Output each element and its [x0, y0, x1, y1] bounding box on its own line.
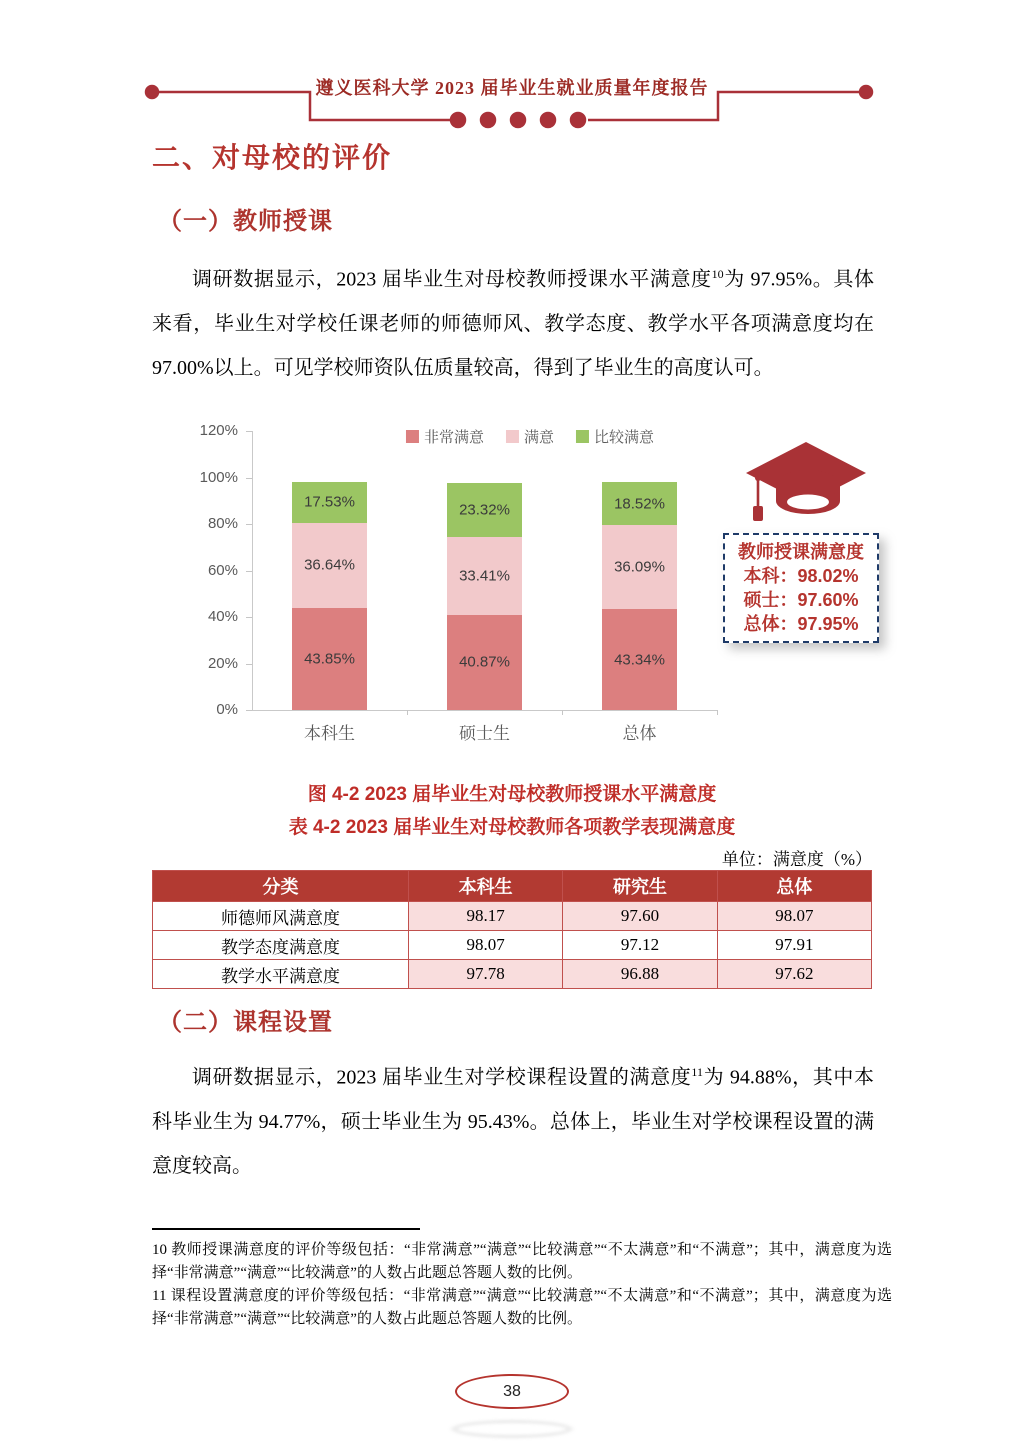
x-axis-tick [407, 710, 408, 715]
table-header-cell: 总体 [717, 871, 871, 902]
legend-swatch [576, 430, 589, 443]
bar-segment [447, 537, 522, 615]
table-cell: 师德师风满意度 [153, 902, 409, 931]
table-cell: 96.88 [563, 960, 717, 989]
bar-segment-label: 36.09% [614, 558, 665, 576]
table-cell: 97.62 [717, 960, 871, 989]
chart-legend [406, 426, 654, 447]
table-cell: 97.91 [717, 931, 871, 960]
table-header-cell: 本科生 [408, 871, 562, 902]
x-axis-tick [562, 710, 563, 715]
bar-segment-label: 43.34% [614, 651, 665, 669]
y-axis-tick-label: 60% [207, 561, 238, 579]
legend-label: 非常满意 [423, 430, 484, 446]
table-caption: 表 4-2 2023 届毕业生对母校教师各项教学表现满意度 [288, 817, 736, 838]
subsection-title-curriculum: （二）课程设置 [158, 1009, 333, 1036]
y-axis-tick-label: 20% [207, 654, 238, 672]
footnote-ref-11: 11 [691, 1065, 703, 1079]
paragraph-teaching [152, 252, 874, 390]
y-axis-tick [246, 710, 252, 711]
footnote-ref-10: 10 [711, 267, 724, 281]
stacked-bar-chart [180, 415, 880, 765]
paragraph-curriculum [152, 1050, 874, 1188]
x-axis-category-label: 硕士生 [459, 724, 510, 743]
bar-segment-label: 17.53% [304, 493, 355, 511]
table-header-cell: 研究生 [563, 871, 717, 902]
bar-segment [602, 482, 677, 525]
y-axis-tick [246, 478, 252, 479]
paragraph-teaching-text: 调研数据显示，2023 届毕业生对母校教师授课水平满意度 [192, 268, 712, 291]
y-axis-tick [246, 571, 252, 572]
legend-item [576, 426, 654, 447]
table-header-cell: 分类 [153, 871, 409, 902]
table-header-row [153, 871, 872, 902]
y-axis-tick-label: 0% [216, 701, 238, 718]
page-number: 38 [455, 1374, 569, 1409]
bar-segment [602, 609, 677, 710]
bar-segment-label: 23.32% [459, 501, 510, 519]
y-axis-tick [246, 431, 252, 432]
paragraph-curriculum-text: 调研数据显示，2023 届毕业生对学校课程设置的满意度 [192, 1066, 692, 1089]
y-axis-tick-label: 120% [199, 422, 238, 439]
table-cell: 97.12 [563, 931, 717, 960]
table-cell: 98.07 [408, 931, 562, 960]
bar-segment [447, 615, 522, 710]
legend-label: 满意 [523, 430, 555, 446]
paragraph-curriculum-text-cont: 为 94.88%，其中本科毕业生为 94.77%，硕士毕业生为 95.43%。总体上，毕业生对学校课程设置的满意度较高。 [152, 1066, 874, 1177]
legend-item [406, 426, 484, 447]
y-axis-tick [246, 524, 252, 525]
bar-segment [292, 482, 367, 523]
footnote: 10 教师授课满意度的评价等级包括：“非常满意”“满意”“比较满意”“不太满意”和“不满意”；其中，满意度为选择“非常满意”“满意”“比较满意”的人数占此题总答题人数的比例。 [152, 1242, 892, 1281]
footnote: 11 课程设置满意度的评价等级包括：“非常满意”“满意”“比较满意”“不太满意”和“不满意”；其中，满意度为选择“非常满意”“满意”“比较满意”的人数占此题总答题人数的比例。 [152, 1288, 892, 1327]
callout-line-undergrad: 本科：98.02% [743, 566, 859, 586]
y-axis-tick [246, 617, 252, 618]
y-axis-tick [246, 664, 252, 665]
footnote-separator [152, 1228, 420, 1230]
legend-swatch [406, 430, 419, 443]
satisfaction-table [152, 870, 872, 989]
bar-segment [447, 483, 522, 537]
table-cell: 教学水平满意度 [153, 960, 409, 989]
section-title: 二、对母校的评价 [152, 142, 393, 173]
report-header-title: 遵义医科大学 2023 届毕业生就业质量年度报告 [315, 78, 709, 98]
satisfaction-callout-box [723, 533, 879, 643]
paragraph-teaching-text-cont: 为 97.95%。具体来看，毕业生对学校任课老师的师德师风、教学态度、教学水平各项满意度均在 97.00%以上。可见学校师资队伍质量较高，得到了毕业生的高度认可。 [152, 268, 874, 379]
chart-x-axis [252, 710, 717, 711]
bar-segment [292, 608, 367, 710]
chart-y-axis [252, 431, 253, 710]
x-axis-tick [717, 710, 718, 715]
bar-segment-label: 33.41% [459, 567, 510, 585]
table-cell: 教学态度满意度 [153, 931, 409, 960]
table-cell: 97.78 [408, 960, 562, 989]
legend-swatch [506, 430, 519, 443]
table-cell: 98.17 [408, 902, 562, 931]
bar-segment [602, 525, 677, 609]
callout-title: 教师授课满意度 [738, 542, 864, 562]
table-cell: 98.07 [717, 902, 871, 931]
bar-segment [292, 523, 367, 608]
legend-label: 比较满意 [594, 430, 655, 446]
callout-line-overall: 总体：97.95% [743, 614, 859, 634]
x-axis-category-label: 本科生 [304, 724, 355, 743]
x-axis-category-label: 总体 [622, 724, 657, 743]
graduation-cap-icon [736, 437, 876, 532]
table-cell: 97.60 [563, 902, 717, 931]
bar-segment-label: 43.85% [304, 650, 355, 668]
bar-segment-label: 18.52% [614, 495, 665, 513]
y-axis-tick-label: 80% [207, 515, 238, 532]
subsection-title-teaching: （一）教师授课 [158, 208, 333, 235]
y-axis-tick-label: 40% [207, 608, 238, 625]
y-axis-tick-label: 100% [199, 468, 238, 486]
callout-line-master: 硕士：97.60% [743, 590, 859, 610]
page-number-reflection [453, 1421, 571, 1438]
footnotes [152, 1228, 892, 1331]
bar-segment-label: 36.64% [304, 556, 355, 574]
table-row [153, 902, 872, 931]
figure-caption: 图 4-2 2023 届毕业生对母校教师授课水平满意度 [307, 784, 717, 805]
table-unit-label: 单位：满意度（%） [721, 850, 872, 869]
bar-segment-label: 40.87% [459, 653, 510, 671]
legend-item [506, 426, 554, 447]
table-row [153, 960, 872, 989]
table-row [153, 931, 872, 960]
